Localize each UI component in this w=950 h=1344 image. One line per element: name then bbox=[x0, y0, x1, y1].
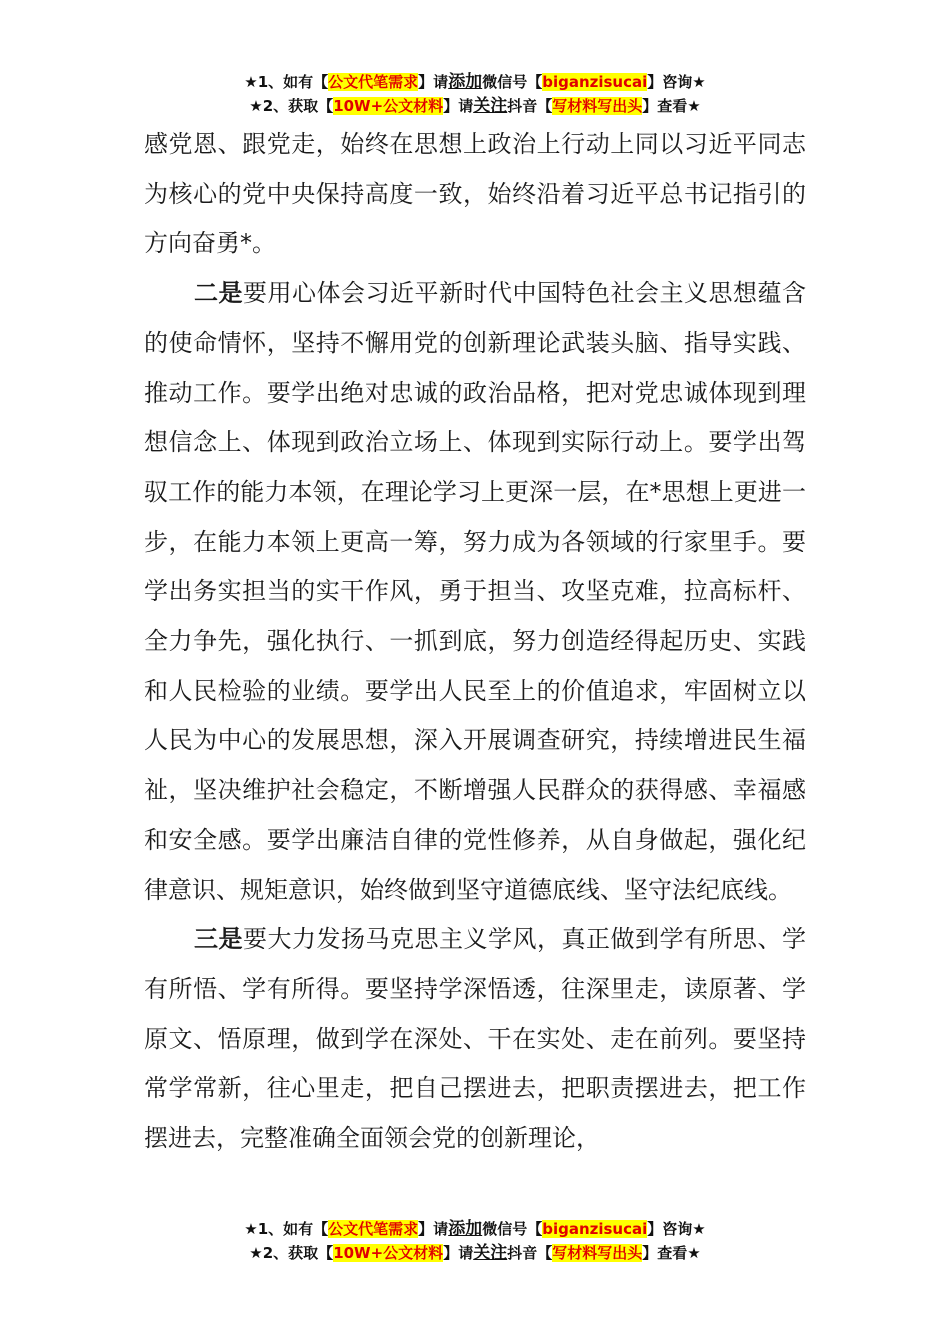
promo-text: 】请 bbox=[418, 1220, 449, 1238]
promo-wechat-id: biganzisucai bbox=[542, 73, 648, 91]
paragraph-1: 感党恩、跟党走，始终在思想上政治上行动上同以习近平同志为核心的党中央保持高度一致，始终沿着习近平总书记指引的方向奋勇*。 bbox=[144, 130, 806, 258]
promo-text: 】查看★ bbox=[642, 97, 701, 115]
promo-emphasis: 添加 bbox=[448, 1219, 483, 1239]
promo-text: 】请 bbox=[443, 1244, 474, 1262]
promo-line-1 bbox=[0, 70, 950, 94]
promo-emphasis: 添加 bbox=[448, 72, 483, 92]
promo-text: 抖音【 bbox=[507, 97, 553, 115]
promo-text: 】请 bbox=[418, 73, 449, 91]
promo-text: ★1、如有【 bbox=[244, 73, 329, 91]
promo-text: ★1、如有【 bbox=[244, 1220, 329, 1238]
paragraph-lead: 三是 bbox=[194, 925, 243, 954]
paragraph-2 bbox=[144, 269, 806, 915]
promo-line-2 bbox=[0, 1241, 950, 1265]
promo-text: 】请 bbox=[443, 97, 474, 115]
header-promo-banner bbox=[0, 70, 950, 118]
paragraph-text: 要用心体会习近平新时代中国特色社会主义思想蕴含的使命情怀，坚持不懈用党的创新理论武装头脑、指导实践、推动工作。要学出绝对忠诚的政治品格，把对党忠诚体现到理想信念上、体现到政治立场上、体现到实际行动上。要学出驾驭工作的能力本领，在理论学习上更深一层，在*思想上更进一步，在能力本领上更高一筹，努力成为各领域的行家里手。要学出务实担当的实干作风，勇于担当、攻坚克难，拉高标杆、全力争先，强化执行、一抓到底，努力创造经得起历史、实践和人民检验的业绩。要学出人民至上的价值追求，牢固树立以人民为中心的发展思想，深入开展调查研究，持续增进民生福祉，坚决维护社会稳定，不断增强人民群众的获得感、幸福感和安全感。要学出廉洁自律的党性修养，从自身做起，强化纪律意识、规矩意识，始终做到坚守道德底线、坚守法纪底线。 bbox=[144, 279, 806, 904]
promo-text: 抖音【 bbox=[507, 1244, 553, 1262]
promo-highlight: 公文代笔需求 bbox=[328, 1220, 419, 1238]
paragraph-3 bbox=[144, 915, 806, 1164]
promo-wechat-id: biganzisucai bbox=[542, 1220, 648, 1238]
promo-text: 】查看★ bbox=[642, 1244, 701, 1262]
promo-text: 】咨询★ bbox=[647, 1220, 706, 1238]
promo-text: 微信号【 bbox=[482, 73, 543, 91]
paragraph-lead: 二是 bbox=[194, 279, 243, 308]
promo-text: 】咨询★ bbox=[647, 73, 706, 91]
promo-text: ★2、获取【 bbox=[249, 1244, 334, 1262]
promo-emphasis: 关注 bbox=[473, 96, 508, 116]
paragraph-text: 要大力发扬马克思主义学风，真正做到学有所思、学有所悟、学有所得。要坚持学深悟透，往深里走，读原著、学原文、悟原理，做到学在深处、干在实处、走在前列。要坚持常学常新，往心里走，把自己摆进去，把职责摆进去，把工作摆进去，完整准确全面领会党的创新理论， bbox=[144, 925, 806, 1153]
promo-line-1 bbox=[0, 1217, 950, 1241]
promo-text: ★2、获取【 bbox=[249, 97, 334, 115]
promo-emphasis: 关注 bbox=[473, 1243, 508, 1263]
footer-promo-banner bbox=[0, 1217, 950, 1265]
promo-highlight: 10W+公文材料 bbox=[333, 97, 444, 115]
promo-highlight: 公文代笔需求 bbox=[328, 73, 419, 91]
promo-douyin-id: 写材料写出头 bbox=[552, 97, 643, 115]
promo-highlight: 10W+公文材料 bbox=[333, 1244, 444, 1262]
promo-line-2 bbox=[0, 94, 950, 118]
document-body bbox=[144, 120, 806, 1164]
promo-douyin-id: 写材料写出头 bbox=[552, 1244, 643, 1262]
promo-text: 微信号【 bbox=[482, 1220, 543, 1238]
